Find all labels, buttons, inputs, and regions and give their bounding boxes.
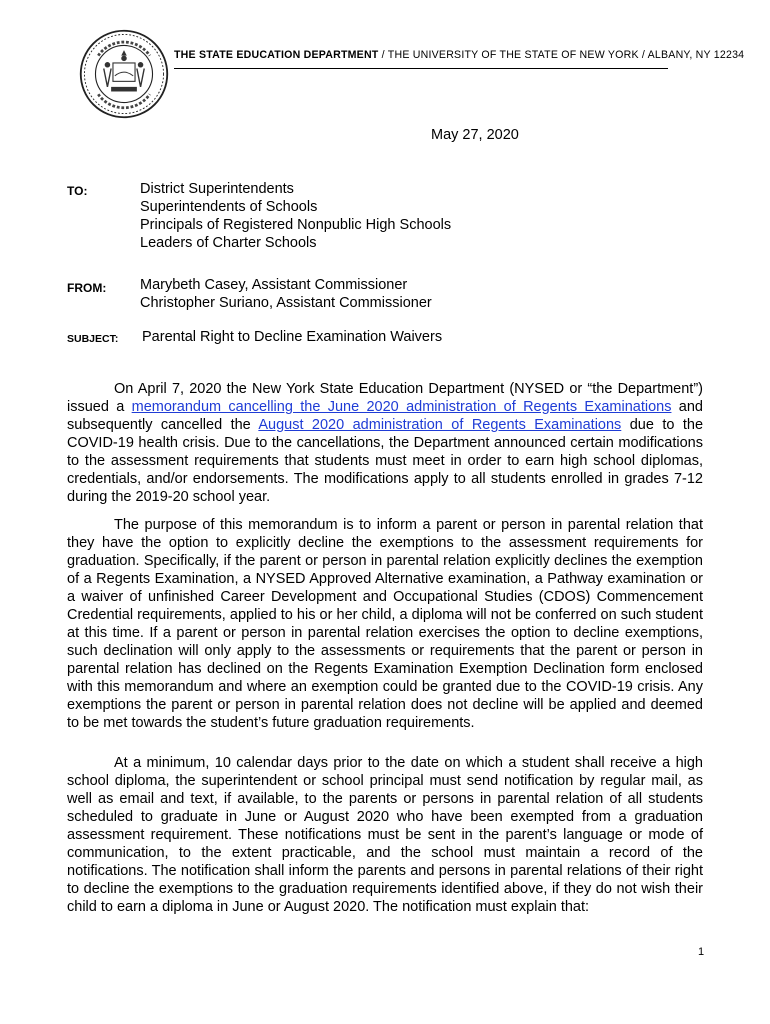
- body-paragraph-3: At a minimum, 10 calendar days prior to the date on which a student shall receive a high school diploma, the superintendent or school principal must send notification by regular mail, as well as email and text, if available, to the parents or persons in parental relation of all students scheduled to graduate in June or August 2020 who have been exempted from a graduation assessment requirement. These notifications must be sent in the parent’s language or mode of communication, to the extent practicable, and the school must maintain a record of the notifications. The notification shall inform the parents and persons in parental relations of their right to decline the exemptions to the graduation requirements identified above, if they do not wish their child to earn a diploma in June or August 2020. The notification must explain that:: [67, 755, 703, 915]
- from-label: FROM:: [67, 281, 107, 295]
- to-label: TO:: [67, 184, 88, 198]
- recipient: Principals of Registered Nonpublic High Schools: [140, 217, 452, 233]
- body-paragraph-1: [67, 380, 703, 506]
- page-number: 1: [698, 946, 705, 958]
- memo-date: May 27, 2020: [431, 127, 519, 143]
- letterhead-address: / THE UNIVERSITY OF THE STATE OF NEW YORK / ALBANY, NY 12234: [378, 49, 745, 61]
- subject-label: SUBJECT:: [67, 333, 119, 345]
- recipient: Leaders of Charter Schools: [140, 235, 317, 251]
- memorandum-link[interactable]: memorandum cancelling the June 2020 administration of Regents Examinations: [131, 399, 672, 415]
- paragraph-text: On April 7, 2020 the New York State Education Department (NYSED or “the Department”) issued a: [67, 381, 703, 415]
- recipient: District Superintendents: [140, 181, 294, 197]
- sender: Christopher Suriano, Assistant Commissioner: [140, 295, 432, 311]
- paragraph-text: and subsequently cancelled the: [67, 399, 703, 433]
- state-seal-logo: [78, 28, 170, 120]
- letterhead-department: THE STATE EDUCATION DEPARTMENT: [174, 49, 379, 61]
- subject-text: Parental Right to Decline Examination Waivers: [142, 329, 443, 345]
- sender: Marybeth Casey, Assistant Commissioner: [140, 277, 408, 293]
- paragraph-text: due to the COVID-19 health crisis. Due to the cancellations, the Department announced certain modifications to the assessment requirements that students must meet in order to earn high school diplomas, credentials, and/or endorsements. The modifications apply to all students enrolled in grades 7-12 during the 2019-20 school year.: [67, 417, 704, 505]
- from-senders: [140, 276, 432, 312]
- letterhead-rule: [174, 68, 668, 69]
- recipient: Superintendents of Schools: [140, 199, 318, 215]
- letterhead: [174, 49, 745, 61]
- to-recipients: [140, 180, 451, 252]
- body-paragraph-2: The purpose of this memorandum is to inform a parent or person in parental relation that they have the option to explicitly decline the exemptions to the assessment requirements for graduation. Specifically, if the parent or person in parental relation explicitly declines the exemption of a Regents Examination, a NYSED Approved Alternative examination, a Pathway examination or a waiver of unfinished Career Development and Occupational Studies (CDOS) Commencement Credential requirements, applied to his or her child, a diploma will not be conferred on such student at this time. If a parent or person in parental relation exercises the option to decline exemptions, such declination will only apply to the assessments or requirements that the parent or person in parental relation has declined on the Regents Examination Exemption Declination form enclosed with this memorandum and where an exemption could be granted due to the COVID-19 crisis. Any exemptions the parent or person in parental relation does not decline will be applied and deemed to be met towards the student’s future graduation requirements.: [67, 517, 703, 731]
- august-administration-link[interactable]: August 2020 administration of Regents Examinations: [258, 417, 622, 433]
